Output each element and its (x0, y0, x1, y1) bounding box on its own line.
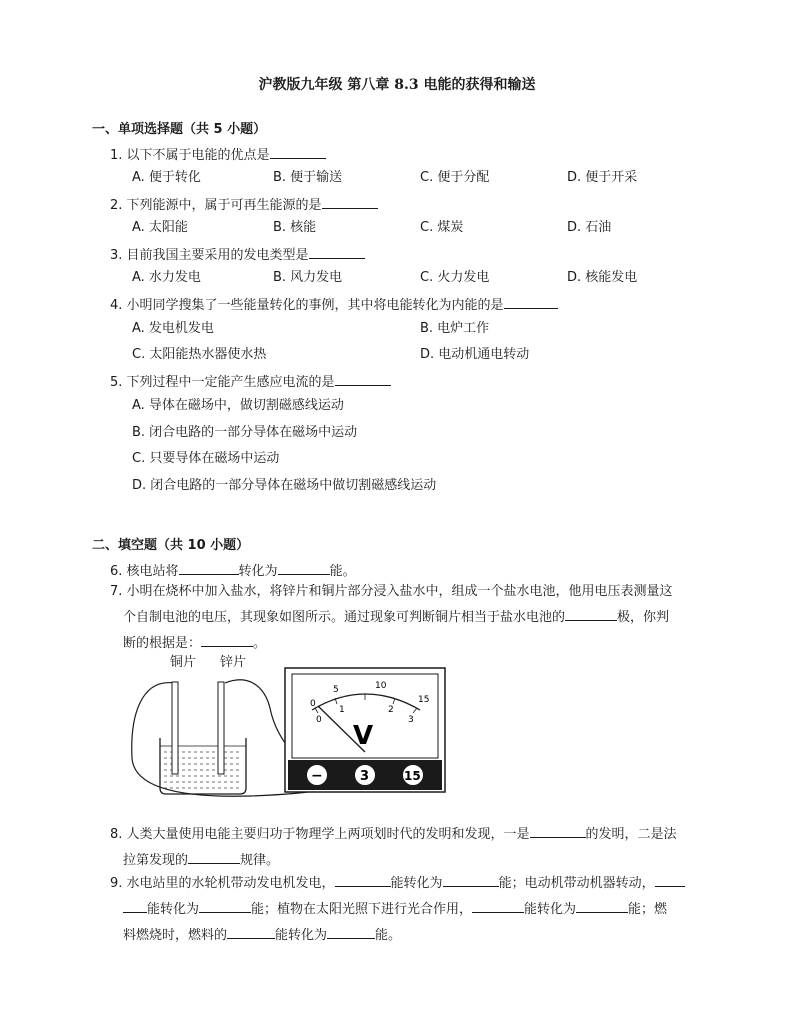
option-a: A. 太阳能 (132, 220, 188, 235)
terminal-3v-label: 3 (360, 769, 370, 784)
question-text: 6. 核电站将 (110, 564, 179, 579)
question-text: 拉第发现的 (123, 853, 189, 868)
question-text: 能转化为 (390, 876, 443, 891)
question-text: 极，你判 (617, 610, 670, 625)
answer-blank[interactable] (123, 900, 147, 913)
scale-top-5: 5 (333, 685, 339, 695)
question-2 (110, 194, 378, 213)
answer-blank[interactable] (335, 874, 391, 887)
answer-blank[interactable] (335, 373, 391, 386)
question-text: 能转化为 (524, 902, 577, 917)
question-text: 9. 水电站里的水轮机带动发电机发电， (110, 876, 335, 891)
zinc-plate (218, 682, 224, 774)
zinc-label: 锌片 (220, 655, 247, 670)
question-text: 转化为 (238, 564, 278, 579)
option-c: C. 只要导体在磁场中运动 (132, 451, 280, 466)
option-b: B. 核能 (273, 220, 317, 235)
question-line (110, 871, 740, 897)
terminal-negative-label: − (311, 768, 323, 784)
question-4 (110, 294, 558, 313)
battery-voltmeter-figure (120, 648, 450, 800)
question-text: 能。 (375, 928, 402, 943)
option-b: B. 电炉工作 (420, 321, 490, 336)
question-8 (110, 822, 740, 874)
scale-bottom-0: 0 (316, 715, 322, 725)
question-text: 规律。 (240, 853, 280, 868)
scale-bottom-2: 2 (388, 705, 394, 715)
section-heading-fill: 二、填空题（共 10 小题） (92, 538, 250, 553)
answer-blank[interactable] (227, 926, 275, 939)
question-text: 。 (253, 636, 267, 651)
question-text: 断的根据是： (123, 636, 202, 651)
question-line: 7. 小明在烧杯中加入盐水，将锌片和铜片部分浸入盐水中，组成一个盐水电池，他用电压表测量这 (110, 584, 673, 599)
question-text: 能。 (329, 564, 356, 579)
answer-blank[interactable] (278, 562, 330, 575)
option-d: D. 核能发电 (567, 270, 638, 285)
scale-bottom-3: 3 (408, 715, 414, 725)
question-stem: 2. 下列能源中，属于可再生能源的是 (110, 198, 322, 213)
question-text: 个自制电池的电压，其现象如图所示。通过现象可判断铜片相当于盐水电池的 (123, 610, 566, 625)
answer-blank[interactable] (655, 874, 685, 887)
answer-blank[interactable] (188, 851, 240, 864)
answer-blank[interactable] (199, 900, 251, 913)
scale-top-0: 0 (310, 699, 316, 709)
question-line (110, 923, 740, 949)
question-5 (110, 371, 391, 390)
answer-blank[interactable] (530, 825, 586, 838)
question-stem: 5. 下列过程中一定能产生感应电流的是 (110, 375, 335, 390)
option-a: A. 便于转化 (132, 170, 201, 185)
copper-label: 铜片 (170, 655, 197, 670)
option-d: D. 电动机通电转动 (420, 347, 530, 362)
page-title: 沪教版九年级 第八章 8.3 电能的获得和输送 (258, 77, 536, 93)
copper-plate (172, 682, 178, 774)
scale-bottom-1: 1 (339, 705, 345, 715)
question-text: 能；植物在太阳光照下进行光合作用， (251, 902, 473, 917)
option-a: A. 导体在磁场中，做切割磁感线运动 (132, 398, 344, 413)
scale-top-15: 15 (418, 695, 430, 705)
option-d: D. 闭合电路的一部分导体在磁场中做切割磁感线运动 (132, 478, 437, 493)
section-heading-choice: 一、单项选择题（共 5 小题） (92, 122, 267, 137)
option-b: B. 风力发电 (273, 270, 343, 285)
option-c: C. 煤炭 (420, 220, 464, 235)
option-c: C. 太阳能热水器使水热 (132, 347, 267, 362)
option-d: D. 便于开采 (567, 170, 638, 185)
answer-blank[interactable] (309, 246, 365, 259)
question-3 (110, 244, 365, 263)
question-text: 能；电动机带动机器转动， (498, 876, 655, 891)
option-d: D. 石油 (567, 220, 612, 235)
question-line (110, 897, 740, 923)
question-text: 料燃烧时，燃料的 (123, 928, 228, 943)
answer-blank[interactable] (201, 634, 253, 647)
option-a: A. 水力发电 (132, 270, 201, 285)
question-stem: 4. 小明同学搜集了一些能量转化的事例，其中将电能转化为内能的是 (110, 298, 504, 313)
answer-blank[interactable] (327, 926, 375, 939)
question-text: 8. 人类大量使用电能主要归功于物理学上两项划时代的发明和发现，一是 (110, 827, 530, 842)
option-b: B. 闭合电路的一部分导体在磁场中运动 (132, 425, 358, 440)
question-text: 能；燃 (628, 902, 668, 917)
answer-blank[interactable] (565, 608, 617, 621)
answer-blank[interactable] (270, 146, 326, 159)
question-stem: 3. 目前我国主要采用的发电类型是 (110, 248, 309, 263)
question-6 (110, 560, 356, 579)
answer-blank[interactable] (443, 874, 499, 887)
voltmeter-unit: V (353, 721, 374, 751)
question-text: 能转化为 (275, 928, 328, 943)
option-a: A. 发电机发电 (132, 321, 214, 336)
scale-top-10: 10 (375, 681, 387, 691)
answer-blank[interactable] (322, 196, 378, 209)
question-text: 的发明，二是法 (585, 827, 677, 842)
option-b: B. 便于输送 (273, 170, 343, 185)
answer-blank[interactable] (576, 900, 628, 913)
answer-blank[interactable] (179, 562, 239, 575)
answer-blank[interactable] (472, 900, 524, 913)
terminal-15v-label: 15 (404, 769, 421, 783)
option-c: C. 便于分配 (420, 170, 490, 185)
option-c: C. 火力发电 (420, 270, 490, 285)
question-7 (110, 579, 740, 657)
question-1 (110, 144, 326, 163)
question-line (110, 605, 740, 631)
question-text: 能转化为 (147, 902, 200, 917)
answer-blank[interactable] (504, 296, 558, 309)
question-line (110, 822, 740, 848)
question-9 (110, 871, 740, 949)
question-stem: 1. 以下不属于电能的优点是 (110, 148, 270, 163)
